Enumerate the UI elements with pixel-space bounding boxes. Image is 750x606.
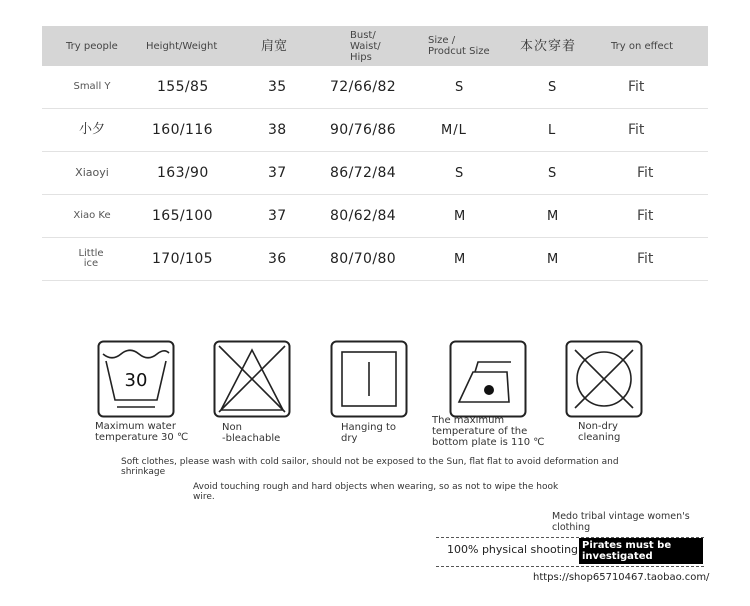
wash-temp-text: 30	[124, 370, 148, 391]
row-shoulder: 37	[268, 165, 287, 181]
brand-line1: Medo tribal vintage women's	[552, 511, 690, 522]
header-try-people: Try people	[66, 40, 118, 52]
header-hips: Hips	[350, 51, 372, 63]
bleach-label-line1: Non	[222, 422, 242, 433]
no-dry-clean-icon-graphic	[565, 340, 643, 418]
brand-line2: clothing	[552, 522, 591, 533]
row-bwh: 80/70/80	[330, 251, 397, 267]
header-bust: Bust/	[350, 29, 376, 41]
row-size: M/L	[441, 122, 467, 138]
row-size: M	[454, 251, 467, 267]
iron-icon	[449, 340, 527, 418]
wash-note	[121, 457, 641, 477]
iron-label-line1: The maximum	[432, 415, 505, 426]
row-wear: M	[547, 208, 560, 224]
row-shoulder: 37	[268, 208, 287, 224]
size-table	[42, 26, 708, 281]
no-bleach-icon	[213, 340, 291, 418]
row-height-weight: 160/116	[152, 122, 213, 138]
brand-name	[552, 511, 702, 533]
row-name: Little ice	[78, 248, 104, 269]
wash-30-icon	[97, 340, 175, 418]
row-name: 小夕	[78, 122, 105, 137]
divider-bottom	[436, 566, 704, 567]
header-product-size	[428, 26, 490, 66]
row-shoulder: 36	[268, 251, 287, 267]
wash-note-line1: Soft clothes, please wash with cold sailor, should not be exposed to the Sun, flat flat to avoid deformation and	[121, 457, 619, 467]
wash-label-line1: Maximum water	[95, 421, 176, 432]
row-wear: S	[548, 79, 558, 95]
dry-label-line2: dry	[341, 433, 358, 444]
dry-label-line1: Hanging to	[341, 422, 397, 433]
row-fit: Fit	[637, 251, 654, 267]
hang-dry-icon-graphic	[330, 340, 408, 418]
row-name: Small Y	[73, 81, 111, 92]
table-row	[42, 195, 708, 238]
table-row	[42, 109, 708, 152]
no-bleach-icon-graphic	[213, 340, 291, 418]
wear-note-line1: Avoid touching rough and hard objects when wearing, so as not to wipe the hook	[193, 482, 559, 492]
hang-dry-icon	[330, 340, 408, 418]
header-size-line2: Prodcut Size	[428, 46, 490, 57]
row-bwh: 80/62/84	[330, 208, 397, 224]
bleach-label	[222, 422, 280, 444]
row-name: Xiao Ke	[73, 210, 111, 221]
row-height-weight: 170/105	[152, 251, 213, 267]
wash-30-icon-graphic	[97, 340, 175, 418]
dryclean-label	[578, 421, 620, 443]
row-fit: Fit	[628, 79, 645, 95]
iron-label-line2: temperature of the	[432, 426, 528, 437]
header-try-on-effect: Try on effect	[611, 40, 674, 52]
physical-shooting-text: 100% physical shooting	[447, 543, 579, 556]
header-this-wear: 本次穿着	[520, 38, 577, 54]
row-height-weight: 163/90	[157, 165, 209, 181]
row-wear: M	[547, 251, 560, 267]
row-name: Xiaoyi	[75, 166, 109, 179]
row-size: S	[455, 79, 465, 95]
table-row	[42, 238, 708, 281]
row-size: M	[454, 208, 467, 224]
iron-label-line3: bottom plate is 110 ℃	[432, 437, 545, 448]
row-fit: Fit	[637, 165, 654, 181]
wear-note-line2: wire.	[193, 492, 215, 502]
row-size: S	[455, 165, 465, 181]
wash-label	[95, 421, 188, 443]
row-bwh: 72/66/82	[330, 79, 397, 95]
shop-url-link[interactable]: https://shop65710467.taobao.com/	[533, 572, 710, 583]
table-header	[42, 26, 708, 66]
row-fit: Fit	[628, 122, 645, 138]
pirates-warning-badge	[579, 538, 703, 564]
header-height-weight: Height/Weight	[146, 40, 218, 52]
iron-icon-graphic	[449, 340, 527, 418]
table-row	[42, 66, 708, 109]
row-bwh: 90/76/86	[330, 122, 397, 138]
row-wear: L	[548, 122, 557, 138]
wash-note-line2: shrinkage	[121, 467, 166, 477]
wash-label-line2: temperature 30 ℃	[95, 432, 189, 443]
dryclean-label-line2: cleaning	[578, 432, 621, 443]
no-dry-clean-icon	[565, 340, 643, 418]
row-height-weight: 155/85	[157, 79, 209, 95]
pirates-line1: Pirates must be	[582, 540, 672, 551]
row-wear: S	[548, 165, 558, 181]
dry-label	[341, 422, 396, 444]
header-shoulder: 肩宽	[261, 38, 288, 54]
row-shoulder: 35	[268, 79, 287, 95]
row-height-weight: 165/100	[152, 208, 213, 224]
bleach-label-line2: -bleachable	[222, 433, 281, 444]
wear-note	[193, 482, 593, 502]
row-shoulder: 38	[268, 122, 287, 138]
dryclean-label-line1: Non-dry	[578, 421, 618, 432]
header-size-line1: Size /	[428, 35, 456, 46]
pirates-line2: investigated	[582, 551, 653, 562]
table-row	[42, 152, 708, 195]
header-waist: Waist/	[350, 40, 381, 52]
row-fit: Fit	[637, 208, 654, 224]
row-bwh: 86/72/84	[330, 165, 397, 181]
iron-label	[432, 415, 545, 448]
header-bust-waist-hips	[350, 26, 381, 66]
